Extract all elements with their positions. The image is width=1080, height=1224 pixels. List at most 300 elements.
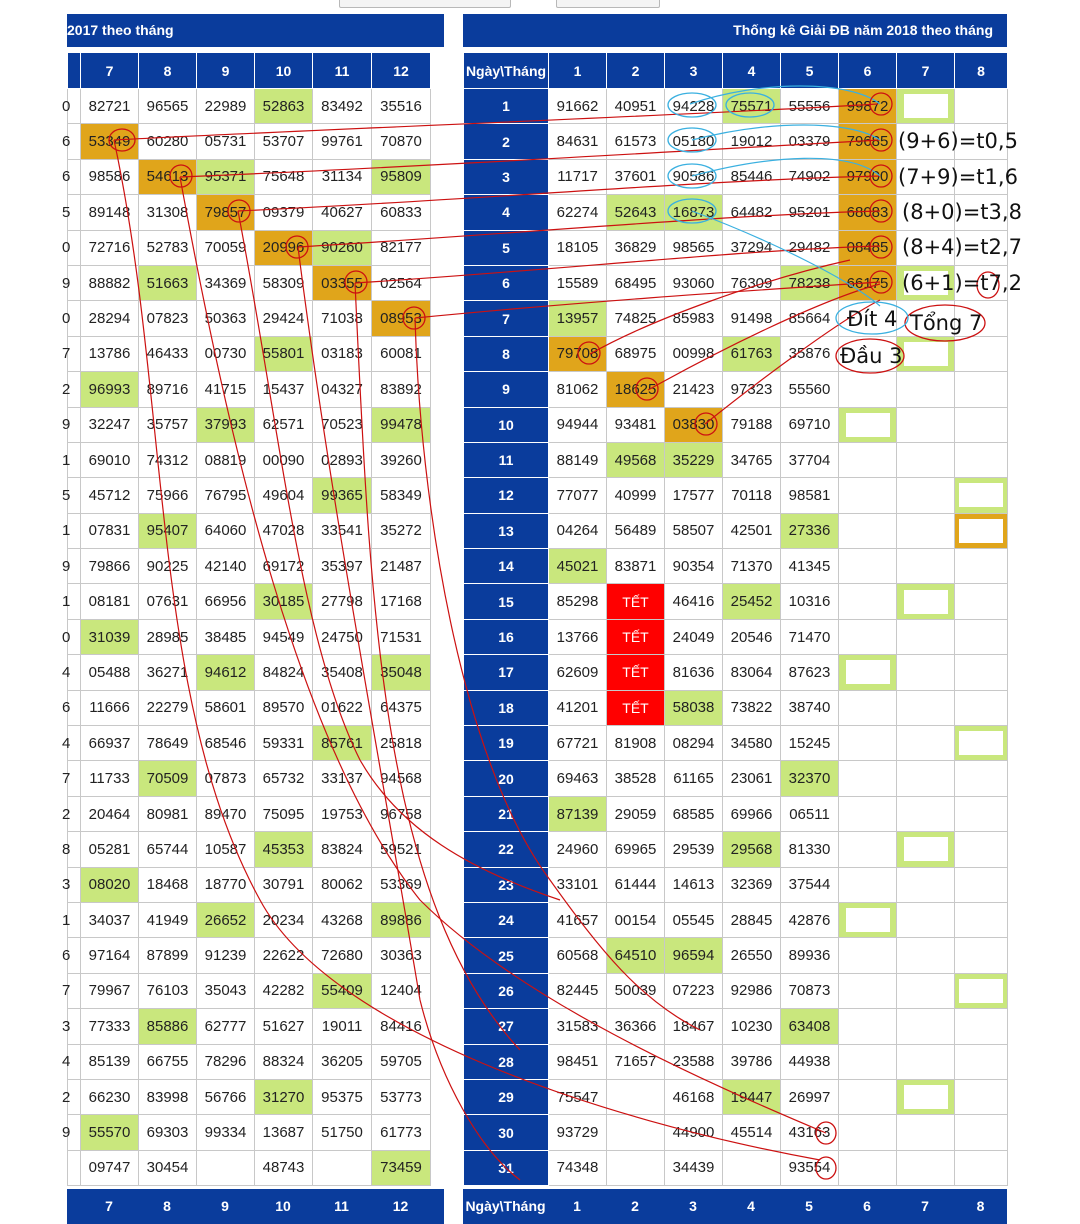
- result-cell: 84416: [372, 1009, 431, 1044]
- result-cell: [897, 690, 955, 725]
- month-header-2: 2: [607, 53, 665, 89]
- result-cell: 35229: [665, 442, 723, 477]
- right-footer-label: 3: [689, 1198, 697, 1214]
- result-cell: 44900: [665, 1115, 723, 1150]
- result-cell: 34765: [723, 442, 781, 477]
- result-cell: 82177: [372, 230, 431, 265]
- result-cell: 34580: [723, 726, 781, 761]
- result-cell: 07873: [197, 761, 255, 796]
- table-row: [464, 655, 1008, 690]
- result-cell: 19447: [723, 1079, 781, 1114]
- result-cell: 65732: [255, 761, 313, 796]
- row-edge-cell: 4: [68, 1044, 81, 1079]
- result-cell: 99761: [313, 124, 372, 159]
- row-edge-cell: 0: [68, 89, 81, 124]
- empty-box: [904, 1085, 948, 1109]
- tet-cell: TẾT: [607, 690, 665, 725]
- result-cell: 37704: [781, 442, 839, 477]
- row-edge-cell: 7: [68, 761, 81, 796]
- result-cell: [955, 372, 1008, 407]
- result-cell: 38485: [197, 619, 255, 654]
- result-cell: 46433: [139, 336, 197, 371]
- result-cell: 55409: [313, 973, 372, 1008]
- result-cell: 39786: [723, 1044, 781, 1079]
- result-cell: 11666: [81, 690, 139, 725]
- result-cell: 13687: [255, 1115, 313, 1150]
- result-cell: 61763: [723, 336, 781, 371]
- result-cell: 70870: [372, 124, 431, 159]
- right-footer-label: 7: [921, 1198, 929, 1214]
- result-cell: 07631: [139, 584, 197, 619]
- table-row: [68, 690, 431, 725]
- result-cell: 99365: [313, 478, 372, 513]
- result-cell: [955, 867, 1008, 902]
- empty-box: [846, 908, 890, 932]
- result-cell: 33137: [313, 761, 372, 796]
- result-cell: [897, 902, 955, 937]
- result-cell: 89886: [372, 902, 431, 937]
- day-cell: 9: [464, 372, 549, 407]
- result-cell: 93060: [665, 265, 723, 300]
- left-col-header-3: 9: [197, 53, 255, 89]
- dau-annotation: Đầu 3: [840, 344, 903, 368]
- result-cell: 50363: [197, 301, 255, 336]
- result-cell: [897, 301, 955, 336]
- day-cell: 18: [464, 690, 549, 725]
- result-cell: [839, 301, 897, 336]
- result-cell: 41345: [781, 549, 839, 584]
- result-cell: 49568: [607, 442, 665, 477]
- table-row: [68, 549, 431, 584]
- result-cell: [897, 549, 955, 584]
- result-cell: 88324: [255, 1044, 313, 1079]
- result-cell: 30454: [139, 1150, 197, 1185]
- result-cell: [839, 902, 897, 937]
- result-cell: [839, 1044, 897, 1079]
- table-row: [464, 619, 1008, 654]
- result-cell: [897, 655, 955, 690]
- result-cell: 69965: [607, 832, 665, 867]
- result-cell: [897, 513, 955, 548]
- result-cell: [839, 619, 897, 654]
- result-cell: [839, 867, 897, 902]
- result-cell: 44938: [781, 1044, 839, 1079]
- result-cell: 97323: [723, 372, 781, 407]
- result-cell: 88882: [81, 265, 139, 300]
- result-cell: [955, 1079, 1008, 1114]
- result-cell: 23588: [665, 1044, 723, 1079]
- result-cell: 91239: [197, 938, 255, 973]
- result-cell: 58309: [255, 265, 313, 300]
- result-cell: 89470: [197, 796, 255, 831]
- result-cell: [839, 832, 897, 867]
- result-cell: 96993: [81, 372, 139, 407]
- result-cell: [897, 442, 955, 477]
- table-row: [464, 89, 1008, 124]
- left-col-header-1: 7: [81, 53, 139, 89]
- result-cell: 24960: [549, 832, 607, 867]
- result-cell: 74902: [781, 159, 839, 194]
- result-cell: 28845: [723, 902, 781, 937]
- result-cell: 06511: [781, 796, 839, 831]
- table-row: [68, 159, 431, 194]
- result-cell: 31583: [549, 1009, 607, 1044]
- result-cell: 51750: [313, 1115, 372, 1150]
- empty-box: [959, 731, 1003, 755]
- result-cell: 50039: [607, 973, 665, 1008]
- result-cell: 10587: [197, 832, 255, 867]
- table-row: [464, 372, 1008, 407]
- result-cell: 49604: [255, 478, 313, 513]
- result-cell: 94568: [372, 761, 431, 796]
- result-cell: 27798: [313, 584, 372, 619]
- result-cell: 88149: [549, 442, 607, 477]
- result-cell: 55560: [781, 372, 839, 407]
- result-cell: 75547: [549, 1079, 607, 1114]
- result-cell: 00730: [197, 336, 255, 371]
- result-cell: 85983: [665, 301, 723, 336]
- result-cell: 40999: [607, 478, 665, 513]
- result-cell: 87899: [139, 938, 197, 973]
- result-cell: 05545: [665, 902, 723, 937]
- month-header-8: 8: [955, 53, 1008, 89]
- result-cell: [607, 1115, 665, 1150]
- result-cell: 35048: [372, 655, 431, 690]
- result-cell: [897, 938, 955, 973]
- result-cell: [897, 159, 955, 194]
- result-cell: 85761: [313, 726, 372, 761]
- table-row: [68, 513, 431, 548]
- result-cell: 31134: [313, 159, 372, 194]
- table-row: [68, 124, 431, 159]
- result-cell: 83824: [313, 832, 372, 867]
- result-cell: 17577: [665, 478, 723, 513]
- right-results-table: [463, 52, 1008, 1186]
- right-footer-label: 8: [976, 1198, 985, 1214]
- result-cell: 68585: [665, 796, 723, 831]
- row-edge-cell: 5: [68, 478, 81, 513]
- result-cell: 71531: [372, 619, 431, 654]
- result-cell: [897, 89, 955, 124]
- result-cell: 89570: [255, 690, 313, 725]
- result-cell: 79967: [81, 973, 139, 1008]
- result-cell: [839, 655, 897, 690]
- right-footer-label: 6: [863, 1198, 871, 1214]
- left-table-title: 2017 theo tháng: [67, 14, 444, 47]
- row-edge-cell: 2: [68, 372, 81, 407]
- result-cell: [607, 1150, 665, 1185]
- table-row: [464, 761, 1008, 796]
- result-cell: 79188: [723, 407, 781, 442]
- result-cell: 39260: [372, 442, 431, 477]
- empty-box: [959, 519, 1003, 543]
- result-cell: 43268: [313, 902, 372, 937]
- table-row: [464, 159, 1008, 194]
- result-cell: 78296: [197, 1044, 255, 1079]
- result-cell: 22622: [255, 938, 313, 973]
- result-cell: 34037: [81, 902, 139, 937]
- result-cell: [839, 726, 897, 761]
- left-results-table: [62, 52, 431, 1186]
- result-cell: 99872: [839, 89, 897, 124]
- row-edge-cell: 0: [68, 619, 81, 654]
- result-cell: 45353: [255, 832, 313, 867]
- result-cell: 98581: [781, 478, 839, 513]
- result-cell: 59331: [255, 726, 313, 761]
- result-cell: 20234: [255, 902, 313, 937]
- result-cell: 19012: [723, 124, 781, 159]
- day-cell: 7: [464, 301, 549, 336]
- result-cell: [897, 1044, 955, 1079]
- top-button-right[interactable]: [556, 0, 660, 8]
- day-cell: 12: [464, 478, 549, 513]
- table-row: [68, 336, 431, 371]
- result-cell: 31308: [139, 195, 197, 230]
- result-cell: 35397: [313, 549, 372, 584]
- result-cell: 36205: [313, 1044, 372, 1079]
- result-cell: 77077: [549, 478, 607, 513]
- result-cell: 90260: [313, 230, 372, 265]
- result-cell: 69463: [549, 761, 607, 796]
- result-cell: 74312: [139, 442, 197, 477]
- day-cell: 19: [464, 726, 549, 761]
- result-cell: 60568: [549, 938, 607, 973]
- result-cell: 16873: [665, 195, 723, 230]
- right-table-title: Thống kê Giải ĐB năm 2018 theo tháng: [463, 14, 1007, 47]
- result-cell: 95201: [781, 195, 839, 230]
- day-cell: 27: [464, 1009, 549, 1044]
- table-row: [68, 1150, 431, 1185]
- result-cell: 72680: [313, 938, 372, 973]
- table-row: [464, 1009, 1008, 1044]
- tet-cell: TẾT: [607, 619, 665, 654]
- result-cell: 80981: [139, 796, 197, 831]
- result-cell: 41949: [139, 902, 197, 937]
- result-cell: 24049: [665, 619, 723, 654]
- result-cell: [897, 832, 955, 867]
- result-cell: 14613: [665, 867, 723, 902]
- result-cell: [955, 195, 1008, 230]
- result-cell: 76103: [139, 973, 197, 1008]
- result-cell: 58038: [665, 690, 723, 725]
- result-cell: 75571: [723, 89, 781, 124]
- result-cell: 72716: [81, 230, 139, 265]
- result-cell: [897, 336, 955, 371]
- day-cell: 10: [464, 407, 549, 442]
- result-cell: [839, 1150, 897, 1185]
- result-cell: 76795: [197, 478, 255, 513]
- table-row: [464, 230, 1008, 265]
- result-cell: [955, 89, 1008, 124]
- table-row: [464, 584, 1008, 619]
- result-cell: 31039: [81, 619, 139, 654]
- result-cell: 24750: [313, 619, 372, 654]
- left-col-header-2: 8: [139, 53, 197, 89]
- result-cell: [897, 1150, 955, 1185]
- result-cell: 15589: [549, 265, 607, 300]
- result-cell: 34439: [665, 1150, 723, 1185]
- table-row: [464, 938, 1008, 973]
- table-row: [68, 1009, 431, 1044]
- result-cell: 22989: [197, 89, 255, 124]
- empty-box: [959, 483, 1003, 507]
- result-cell: 83871: [607, 549, 665, 584]
- result-cell: 59705: [372, 1044, 431, 1079]
- result-cell: 34369: [197, 265, 255, 300]
- result-cell: 32247: [81, 407, 139, 442]
- result-cell: 04264: [549, 513, 607, 548]
- result-cell: [955, 478, 1008, 513]
- day-cell: 16: [464, 619, 549, 654]
- result-cell: 37294: [723, 230, 781, 265]
- result-cell: [955, 690, 1008, 725]
- result-cell: [897, 761, 955, 796]
- result-cell: 47028: [255, 513, 313, 548]
- left-col-header-4: 10: [255, 53, 313, 89]
- day-cell: 25: [464, 938, 549, 973]
- table-row: [464, 1115, 1008, 1150]
- result-cell: 08020: [81, 867, 139, 902]
- result-cell: 33101: [549, 867, 607, 902]
- result-cell: [839, 938, 897, 973]
- day-cell: 20: [464, 761, 549, 796]
- result-cell: 36271: [139, 655, 197, 690]
- table-row: [464, 336, 1008, 371]
- empty-box: [904, 342, 948, 366]
- result-cell: 08485: [839, 230, 897, 265]
- table-row: [464, 1150, 1008, 1185]
- month-header-6: 6: [839, 53, 897, 89]
- result-cell: 69010: [81, 442, 139, 477]
- result-cell: 79685: [839, 124, 897, 159]
- month-header-3: 3: [665, 53, 723, 89]
- result-cell: 03830: [665, 407, 723, 442]
- sum-annotation-5: (6+1)=t7,2: [902, 271, 1022, 295]
- result-cell: 53707: [255, 124, 313, 159]
- row-edge-cell: [68, 1150, 81, 1185]
- result-cell: 96565: [139, 89, 197, 124]
- result-cell: 26997: [781, 1079, 839, 1114]
- result-cell: 29059: [607, 796, 665, 831]
- result-cell: 69966: [723, 796, 781, 831]
- empty-box: [904, 590, 948, 614]
- result-cell: 68546: [197, 726, 255, 761]
- day-cell: 11: [464, 442, 549, 477]
- result-cell: 62274: [549, 195, 607, 230]
- result-cell: 07823: [139, 301, 197, 336]
- result-cell: 35043: [197, 973, 255, 1008]
- result-cell: 68975: [607, 336, 665, 371]
- row-edge-cell: 9: [68, 407, 81, 442]
- top-button-left[interactable]: [339, 0, 511, 8]
- result-cell: 66755: [139, 1044, 197, 1079]
- result-cell: [955, 973, 1008, 1008]
- result-cell: 42140: [197, 549, 255, 584]
- tet-cell: TẾT: [607, 584, 665, 619]
- result-cell: 30791: [255, 867, 313, 902]
- result-cell: 30363: [372, 938, 431, 973]
- result-cell: [955, 902, 1008, 937]
- result-cell: 27336: [781, 513, 839, 548]
- result-cell: 66956: [197, 584, 255, 619]
- result-cell: 82445: [549, 973, 607, 1008]
- result-cell: 98565: [665, 230, 723, 265]
- result-cell: 97164: [81, 938, 139, 973]
- tong-annotation: Tổng 7: [910, 311, 983, 335]
- result-cell: 52863: [255, 89, 313, 124]
- result-cell: 62571: [255, 407, 313, 442]
- result-cell: 96594: [665, 938, 723, 973]
- result-cell: 53349: [81, 124, 139, 159]
- result-cell: [839, 973, 897, 1008]
- result-cell: [955, 1115, 1008, 1150]
- result-cell: 05731: [197, 124, 255, 159]
- table-row: [464, 1079, 1008, 1114]
- empty-box: [904, 837, 948, 861]
- table-row: [464, 301, 1008, 336]
- result-cell: [955, 1044, 1008, 1079]
- result-cell: 35272: [372, 513, 431, 548]
- result-cell: 98451: [549, 1044, 607, 1079]
- result-cell: 02564: [372, 265, 431, 300]
- result-cell: 76309: [723, 265, 781, 300]
- right-footer-label: 2: [631, 1198, 639, 1214]
- result-cell: 21423: [665, 372, 723, 407]
- row-edge-cell: 6: [68, 124, 81, 159]
- day-cell: 17: [464, 655, 549, 690]
- table-row: [68, 902, 431, 937]
- result-cell: 55801: [255, 336, 313, 371]
- result-cell: 08294: [665, 726, 723, 761]
- result-cell: 56766: [197, 1079, 255, 1114]
- month-header-1: 1: [549, 53, 607, 89]
- result-cell: 20546: [723, 619, 781, 654]
- result-cell: 13786: [81, 336, 139, 371]
- row-edge-cell: 8: [68, 832, 81, 867]
- result-cell: 53773: [372, 1079, 431, 1114]
- row-edge-cell: 7: [68, 336, 81, 371]
- result-cell: [897, 796, 955, 831]
- result-cell: 29482: [781, 230, 839, 265]
- result-cell: 92986: [723, 973, 781, 1008]
- result-cell: [839, 442, 897, 477]
- result-cell: 94612: [197, 655, 255, 690]
- left-footer-label: 11: [334, 1198, 349, 1214]
- empty-box: [904, 271, 948, 295]
- result-cell: 98586: [81, 159, 139, 194]
- result-cell: [839, 513, 897, 548]
- result-cell: 07831: [81, 513, 139, 548]
- result-cell: 19753: [313, 796, 372, 831]
- table-row: [68, 938, 431, 973]
- result-cell: 53369: [372, 867, 431, 902]
- result-cell: 91662: [549, 89, 607, 124]
- result-cell: 13766: [549, 619, 607, 654]
- result-cell: 65744: [139, 832, 197, 867]
- row-edge-cell: 3: [68, 867, 81, 902]
- day-cell: 28: [464, 1044, 549, 1079]
- table-row: [68, 726, 431, 761]
- result-cell: 45514: [723, 1115, 781, 1150]
- result-cell: [839, 478, 897, 513]
- result-cell: 18770: [197, 867, 255, 902]
- result-cell: 04327: [313, 372, 372, 407]
- result-cell: 38740: [781, 690, 839, 725]
- result-cell: [955, 407, 1008, 442]
- result-cell: 61165: [665, 761, 723, 796]
- result-cell: 42501: [723, 513, 781, 548]
- result-cell: 18467: [665, 1009, 723, 1044]
